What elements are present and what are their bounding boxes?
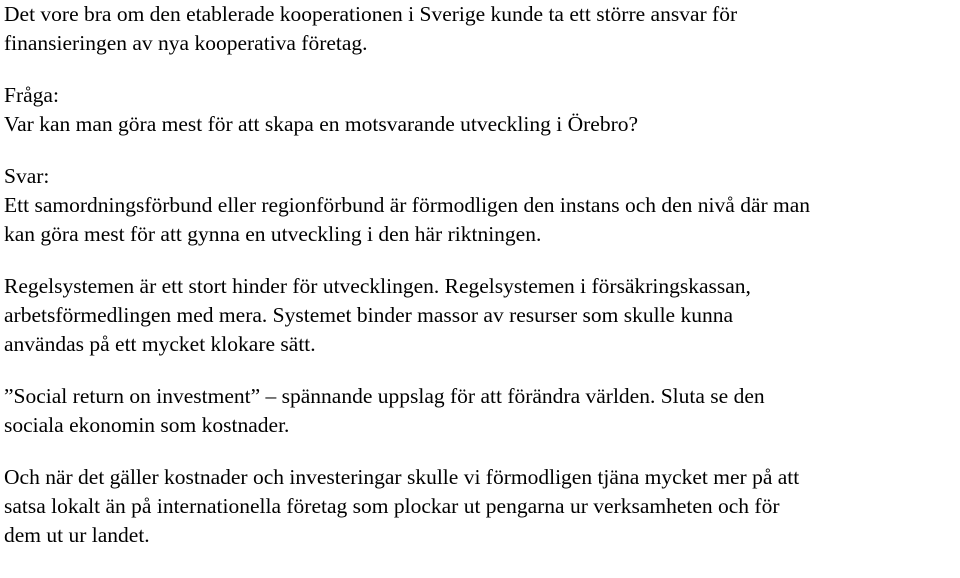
paragraph-spacer xyxy=(4,58,956,81)
paragraph-spacer xyxy=(4,440,956,463)
paragraph-intro: Det vore bra om den etablerade kooperationen i Sverige kunde ta ett större ansvar för finansieringen av nya kooperativa företag. xyxy=(4,2,738,55)
paragraph-social-return: ”Social return on investment” – spännande uppslag för att förändra världen. Sluta se den sociala ekonomin som kostnader. xyxy=(4,384,765,437)
paragraph-spacer xyxy=(4,139,956,162)
paragraph-regelsystem: Regelsystemen är ett stort hinder för utvecklingen. Regelsystemen i försäkringskassan, arbetsförmedlingen med mera. Systemet binder massor av resurser som skulle kunna användas på ett mycket klokare sätt. xyxy=(4,274,751,356)
paragraph-spacer xyxy=(4,249,956,272)
paragraph-answer: Svar: Ett samordningsförbund eller regionförbund är förmodligen den instans och den nivå där man kan göra mest för att gynna en utveckling i den här riktningen. xyxy=(4,164,811,246)
paragraph-spacer xyxy=(4,359,956,382)
paragraph-kostnader: Och när det gäller kostnader och investeringar skulle vi förmodligen tjäna mycket mer på att satsa lokalt än på internationella företag som plockar ut pengarna ur verksamheten och för dem ut ur landet. xyxy=(4,465,800,547)
paragraph-question: Fråga: Var kan man göra mest för att skapa en motsvarande utveckling i Örebro? xyxy=(4,83,639,136)
